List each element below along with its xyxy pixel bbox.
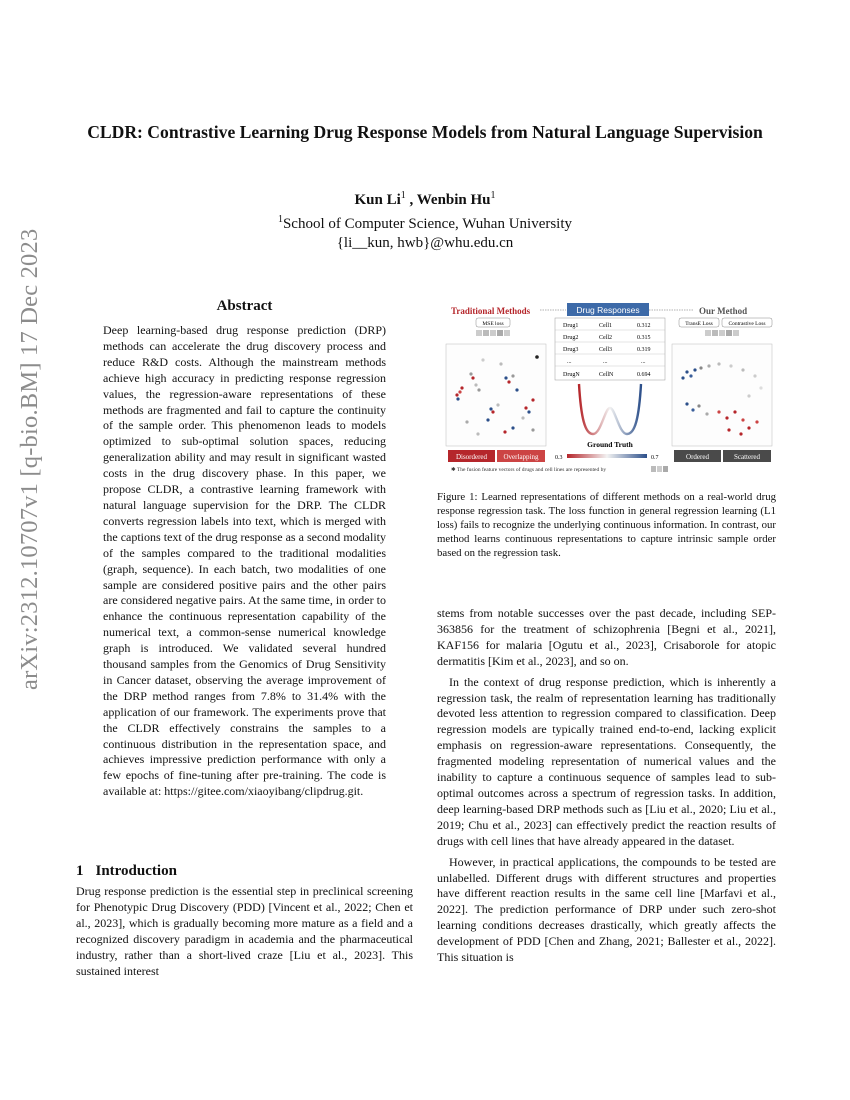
author-email: {li__kun, hwb}@whu.edu.cn	[336, 235, 514, 251]
triplet-loss-label: TransE Loss	[685, 321, 713, 327]
left-scatter-plot	[446, 344, 546, 446]
right-column	[437, 606, 776, 966]
section-title: Introduction	[95, 863, 177, 879]
feature-vector-icon	[705, 330, 739, 336]
author-affil-mark: 1	[490, 190, 496, 201]
table-cell: DrugN	[563, 372, 580, 378]
scale-max-label: 0.7	[651, 455, 659, 461]
table-cell: CellN	[599, 372, 614, 378]
fig-left-title: Traditional Methods	[451, 306, 531, 316]
section-number: 1	[76, 863, 84, 879]
author-name: Wenbin Hu	[416, 192, 491, 208]
table-cell: ...	[641, 359, 646, 365]
table-cell: 0.319	[637, 347, 651, 353]
contrastive-loss-label: Contrastive Loss	[728, 321, 766, 327]
affiliation-text: School of Computer Science, Wuhan University	[282, 216, 573, 232]
author-name: Kun Li	[354, 192, 401, 208]
table-cell: 0.694	[637, 372, 651, 378]
table-cell: 0.315	[637, 335, 651, 341]
table-cell: ...	[567, 359, 572, 365]
figure-caption: Figure 1: Learned representations of different methods on a real-world drug response regression task. The loss function in general regression learning (L1 loss) fails to recognize the underlying continuous information. In contrast, our method learns continuous representations to capture intrinsic sample order based on the regression task.	[437, 491, 776, 559]
arxiv-identifier: arXiv:2312.10707v1 [q-bio.BM] 17 Dec 2023	[16, 228, 43, 690]
body-paragraph: stems from notable successes over the past decade, including SEP-363856 for the treatment of schizophrenia [Begni et al., 2021], KAF156 for malaria [Ogutu et al., 2023], Crisaborole for atopic dermatitis [Kim et al., 2023], and so on.	[437, 606, 776, 668]
table-cell: Cell1	[599, 323, 612, 329]
table-cell: Drug2	[563, 335, 579, 341]
author-separator: ,	[405, 192, 417, 208]
author-affil-mark: 1	[400, 190, 406, 201]
abstract-body: Deep learning-based drug response prediction (DRP) methods can accelerate the drug discovery process and reduce R&D costs. Although the mainstream methods achieve high accuracy in predicting response regression values, the regression-aware representations of these methods are fragmented and fail to capture the continuity of the sample order. This phenomenon leads to models optimized to sub-optimal solution spaces, reducing generalization ability and may result in significant wasted costs in the drug discovery phase. In this paper, we propose CLDR, a contrastive learning framework with natural language supervision for the DRP. The CLDR converts regression labels into text, which is merged with the captions text of the drug response as a second modality of the samples compared to the traditional modalities (graph, sequence). In each batch, two modalities of one sample are considered positive pairs and the other pairs are considered negative pairs. At the same time, in order to enhance the continuous representation capability of the numerical text, a common-sense numerical knowledge graph is introduced. We validated several hundred thousand samples from the Genomics of Drug Sensitivity in Cancer dataset, observing the average improvement of the DRP method ranges from 7.8% to 31.4% with the application of our framework. The experiments prove that the CLDR effectively constrains the samples to a continuous distribution in the representation space, and achieves impressive prediction performance with only a few epochs of fine-tuning after pre-training. The code is available at: https://gitee.com/xiaoyibang/clipdrug.git.	[103, 323, 386, 799]
figure-footnote: ✱ The fusion feature vectors of drugs and cell lines are represented by	[451, 467, 607, 473]
intro-paragraph: Drug response prediction is the essential step in preclinical screening for Phenotypic Drug Discovery (PDD) [Vincent et al., 2022; Chen et al., 2023], which is gradually becoming more mature as a field and a recognized discovery paradigm in academia and the pharmaceutical industry, rather than a short-lived craze [Liu et al., 2023]. This sustained interest	[76, 884, 413, 978]
paper-title: CLDR: Contrastive Learning Drug Response Models from Natural Language Supervision	[87, 122, 763, 142]
ground-truth-curve	[579, 384, 641, 434]
feature-vector-icon	[651, 466, 668, 472]
table-cell: 0.312	[637, 323, 651, 329]
figure-1	[443, 300, 777, 478]
body-paragraph: In the context of drug response prediction, which is inherently a regression task, the realm of representation learning has traditionally devoted less attention to regression compared to classification. Deep regression models are typically trained end-to-end, lacking explicit emphasis on regression-aware representations. Consequently, the fragmented modeling representation of numerical values and the inability to capture a continuous sequence of samples lead to sub-optimal outcomes across a spectrum of regression tasks. In addition, deep learning-based DRP methods such as [Liu et al., 2020; Liu et al., 2019; Chu et al., 2023] can effectively predict the reaction results of drugs with cell lines that have already appeared in the dataset.	[437, 674, 776, 848]
scale-min-label: 0.3	[555, 455, 563, 461]
ground-truth-label: Ground Truth	[587, 440, 633, 449]
table-cell: Cell2	[599, 335, 612, 341]
table-cell: Drug3	[563, 347, 579, 353]
fig-right-title: Our Method	[699, 306, 748, 316]
affiliation-mark: 1	[277, 214, 283, 225]
body-paragraph: However, in practical applications, the compounds to be tested are unlabelled. Different drugs with different structures and properties have different reaction results in the same cell line [Marfavi et al., 2022]. The prediction performance of DRP under such zero-shot learning conditions decreases drastically, which greatly affects the development of PDD [Chen and Zhang, 2021; Ballester et al., 2022]. This situation is	[437, 854, 776, 965]
abstract-heading: Abstract	[216, 298, 273, 314]
affiliation	[0, 214, 850, 233]
tag-scattered-label: Scattered	[733, 453, 761, 461]
fig-center-title: Drug Responses	[576, 305, 640, 315]
mse-loss-label: MSE loss	[482, 321, 504, 327]
section-heading	[76, 863, 177, 880]
table-cell: Drug1	[563, 323, 579, 329]
table-cell: ...	[603, 359, 608, 365]
drug-response-table	[555, 318, 665, 380]
tag-ordered-label: Ordered	[686, 453, 709, 461]
right-scatter-plot	[672, 344, 772, 446]
tag-disordered-label: Disordered	[455, 453, 488, 461]
tag-overlapping-label: Overlapping	[503, 453, 539, 461]
table-cell: Cell3	[599, 347, 612, 353]
scale-colorbar	[567, 454, 647, 458]
figure-footnote-text: The fusion feature vectors of drugs and cell lines are represented by	[456, 467, 607, 473]
feature-vector-icon	[476, 330, 510, 336]
author-list	[0, 190, 850, 209]
